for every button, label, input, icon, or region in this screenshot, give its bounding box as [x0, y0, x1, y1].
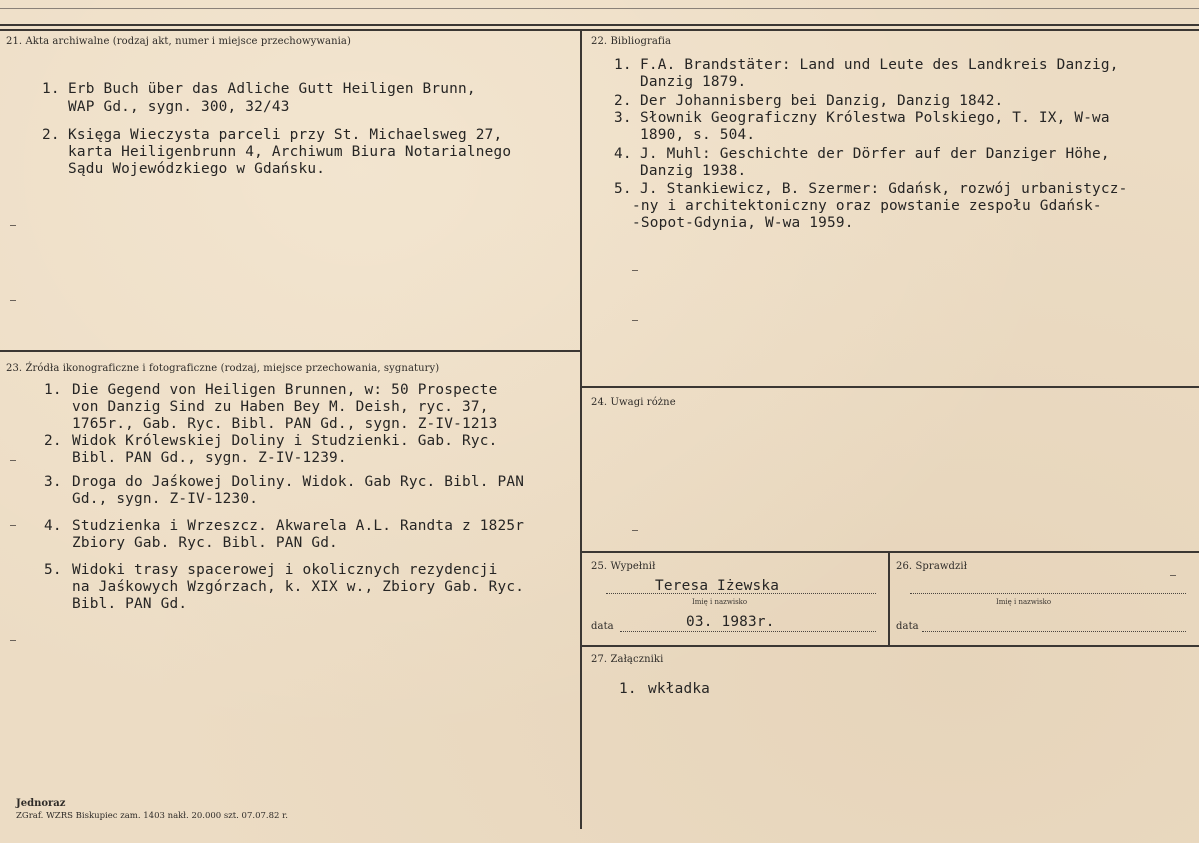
list-item-number: 1. [42, 81, 60, 97]
margin-tick [10, 525, 16, 526]
list-item-line: 1765r., Gab. Ryc. Bibl. PAN Gd., sygn. Z-IV-1213 [72, 416, 498, 432]
date-label: data [591, 621, 614, 632]
list-item-number: 5. [44, 562, 62, 578]
section-23-label: 23. Źródła ikonograficzne i fotograficzne (rodzaj, miejsce przechowania, sygnatury) [6, 363, 440, 374]
list-item-line: Bibl. PAN Gd., sygn. Z-IV-1239. [72, 450, 347, 466]
list-item-number: 2. [42, 127, 60, 143]
section-22-label: 22. Bibliografia [591, 36, 672, 47]
section-24-label: 24. Uwagi różne [591, 397, 676, 408]
section-25-label: 25. Wypełnił [591, 561, 656, 572]
list-item-number: 4. [44, 518, 62, 534]
list-item-line: Die Gegend von Heiligen Brunnen, w: 50 Prospecte [72, 382, 498, 398]
list-item-line: 1890, s. 504. [640, 127, 756, 143]
margin-tick [632, 270, 638, 271]
list-item-line: na Jaśkowych Wzgórzach, k. XIX w., Zbiory Gab. Ryc. [72, 579, 525, 595]
list-item-line: Droga do Jaśkowej Doliny. Widok. Gab Ryc. Bibl. PAN [72, 474, 525, 490]
name-caption: Imię i nazwisko [996, 598, 1052, 606]
divider-25-27 [580, 645, 1199, 647]
margin-tick [632, 530, 638, 531]
list-item-number: 2. [614, 93, 632, 109]
list-item-line: Gd., sygn. Z-IV-1230. [72, 491, 259, 507]
list-item-line: WAP Gd., sygn. 300, 32/43 [68, 99, 290, 115]
list-item-number: 1. [44, 382, 62, 398]
list-item-line: J. Stankiewicz, B. Szermer: Gdańsk, rozwój urbanistycz- [640, 181, 1128, 197]
footer-print-info: ZGraf. WZRS Biskupiec zam. 1403 nakł. 20.000 szt. 07.07.82 r. [16, 811, 288, 821]
filled-by-name: Teresa Iżewska [655, 578, 780, 594]
list-item-line: Erb Buch über das Adliche Gutt Heiligen Brunn, [68, 81, 476, 97]
list-item-line: -ny i architektoniczny oraz powstanie zespołu Gdańsk- [632, 198, 1102, 214]
section-21-label: 21. Akta archiwalne (rodzaj akt, numer i miejsce przechowywania) [6, 36, 351, 47]
list-item-line: von Danzig Sind zu Haben Bey M. Deish, ryc. 37, [72, 399, 489, 415]
list-item-line: F.A. Brandstäter: Land und Leute des Landkreis Danzig, [640, 57, 1119, 73]
section-27-label: 27. Załączniki [591, 654, 664, 665]
date-label: data [896, 621, 919, 632]
list-item-line: Studzienka i Wrzeszcz. Akwarela A.L. Randta z 1825r [72, 518, 525, 534]
attachment-item: wkładka [648, 681, 711, 697]
date-line [620, 631, 876, 632]
name-line [606, 593, 876, 594]
top-rule-double [0, 29, 1199, 31]
list-item-line: karta Heiligenbrunn 4, Archiwum Biura Notarialnego [68, 144, 512, 160]
divider-25-26 [888, 551, 890, 646]
margin-tick [632, 320, 638, 321]
list-item-number: 4. [614, 146, 632, 162]
list-item-line: Słownik Geograficzny Królestwa Polskiego, T. IX, W-wa [640, 110, 1110, 126]
list-item-line: Danzig 1879. [640, 74, 747, 90]
list-item-number: 1. [614, 57, 632, 73]
margin-tick [10, 460, 16, 461]
list-item-line: Księga Wieczysta parceli przy St. Michaelsweg 27, [68, 127, 503, 143]
list-item-line: -Sopot-Gdynia, W-wa 1959. [632, 215, 854, 231]
list-item-line: Sądu Wojewódzkiego w Gdańsku. [68, 161, 326, 177]
date-line [922, 631, 1186, 632]
list-item-line: Widok Królewskiej Doliny i Studzienki. Gab. Ryc. [72, 433, 498, 449]
list-item-line: Bibl. PAN Gd. [72, 596, 188, 612]
footer-title: Jednoraz [16, 798, 66, 809]
margin-tick [10, 640, 16, 641]
list-item-line: Der Johannisberg bei Danzig, Danzig 1842. [640, 93, 1004, 109]
list-item-line: Widoki trasy spacerowej i okolicznych rezydencji [72, 562, 498, 578]
list-item-line: Zbiory Gab. Ryc. Bibl. PAN Gd. [72, 535, 338, 551]
divider-21-23 [0, 350, 580, 352]
list-item-number: 3. [614, 110, 632, 126]
name-line [910, 593, 1186, 594]
list-item-line: J. Muhl: Geschichte der Dörfer auf der Danziger Höhe, [640, 146, 1110, 162]
center-divider [580, 29, 582, 829]
list-item-line: Danzig 1938. [640, 163, 747, 179]
top-rule [0, 24, 1199, 26]
margin-tick [1170, 575, 1176, 576]
margin-tick [10, 225, 16, 226]
margin-tick [10, 300, 16, 301]
list-item-number: 1. [619, 681, 637, 697]
top-strip-line [0, 8, 1199, 9]
list-item-number: 2. [44, 433, 62, 449]
list-item-number: 5. [614, 181, 632, 197]
divider-22-24 [580, 386, 1199, 388]
list-item-number: 3. [44, 474, 62, 490]
name-caption: Imię i nazwisko [692, 598, 748, 606]
section-26-label: 26. Sprawdził [896, 561, 968, 572]
filled-date: 03. 1983r. [686, 614, 775, 630]
